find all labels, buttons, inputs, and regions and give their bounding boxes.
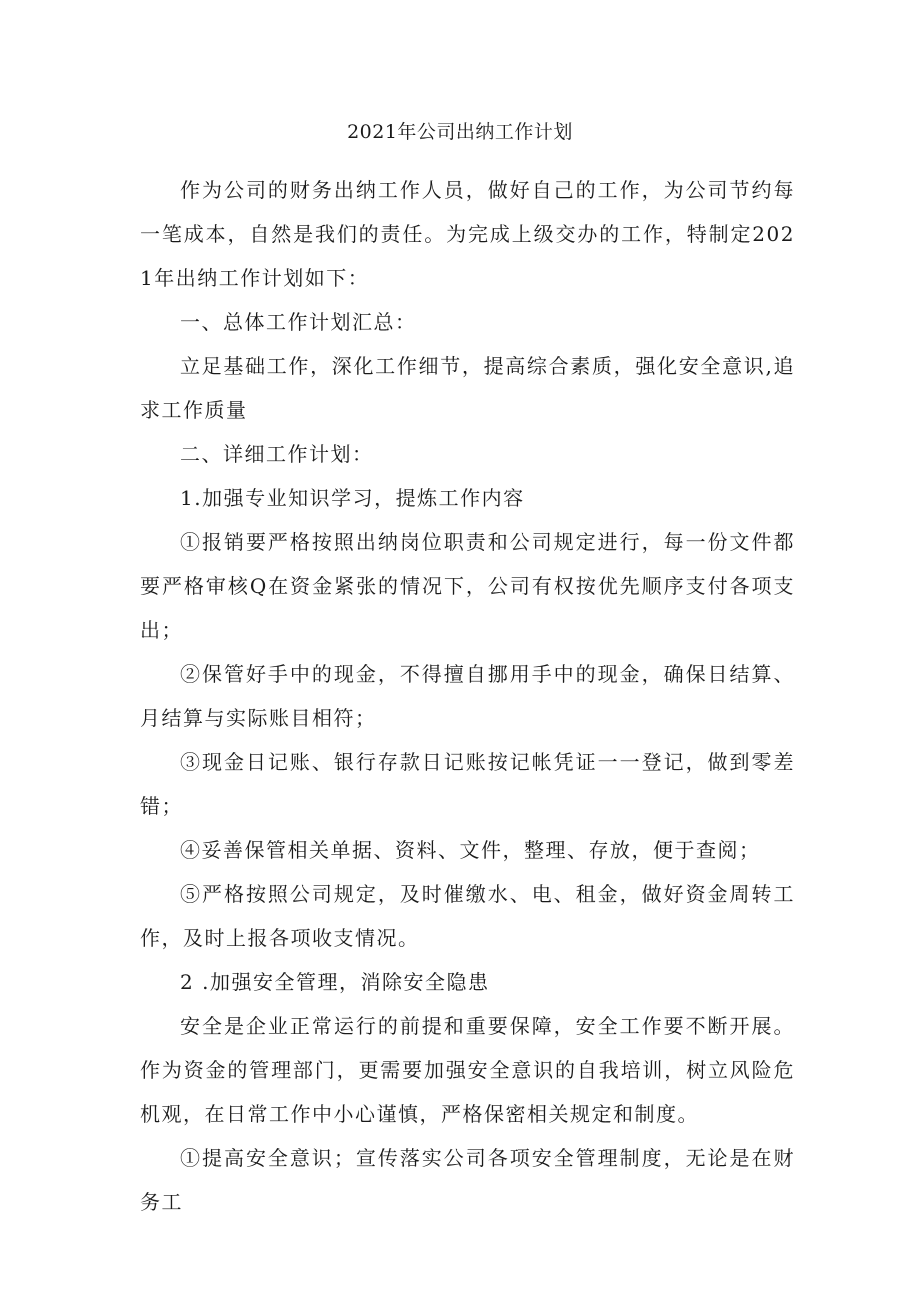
document-body [140,168,795,1224]
list-item-cash-custody: ②保管好手中的现金，不得擅自挪用手中的现金，确保日结算、月结算与实际账目相符； [140,662,795,730]
section-heading-detailed-plan: 二、详细工作计划： [180,442,374,466]
list-item-document-keeping: ④妥善保管相关单据、资料、文件，整理、存放，便于查阅； [180,838,761,862]
paragraph-overall-summary: 立足基础工作，深化工作细节，提高综合素质，强化安全意识,追求工作质量 [140,354,795,422]
document-title: 2021年公司出纳工作计划 [347,121,573,143]
subheading-safety-management: 2 .加强安全管理，消除安全隐患 [180,970,490,994]
paragraph-intro: 作为公司的财务出纳工作人员，做好自己的工作，为公司节约每一笔成本，自然是我们的责任。为完成上级交办的工作，特制定2021年出纳工作计划如下： [140,178,795,290]
subheading-professional-learning: 1.加强专业知识学习，提炼工作内容 [180,486,525,510]
list-item-fee-collection: ⑤严格按照公司规定，及时催缴水、电、租金，做好资金周转工作，及时上报各项收支情况。 [140,882,795,950]
paragraph-safety-importance: 安全是企业正常运行的前提和重要保障，安全工作要不断开展。作为资金的管理部门，更需要加强安全意识的自我培训，树立风险危机观，在日常工作中小心谨慎，严格保密相关规定和制度。 [140,1014,795,1126]
list-item-journal-recording: ③现金日记账、银行存款日记账按记帐凭证一一登记，做到零差错； [140,750,795,818]
list-item-reimbursement: ①报销要严格按照出纳岗位职责和公司规定进行，每一份文件都要严格审核Q在资金紧张的情况下，公司有权按优先顺序支付各项支出； [140,530,795,642]
list-item-safety-awareness: ①提高安全意识；宣传落实公司各项安全管理制度，无论是在财务工 [140,1146,795,1214]
section-heading-overall-plan: 一、总体工作计划汇总： [180,310,417,334]
